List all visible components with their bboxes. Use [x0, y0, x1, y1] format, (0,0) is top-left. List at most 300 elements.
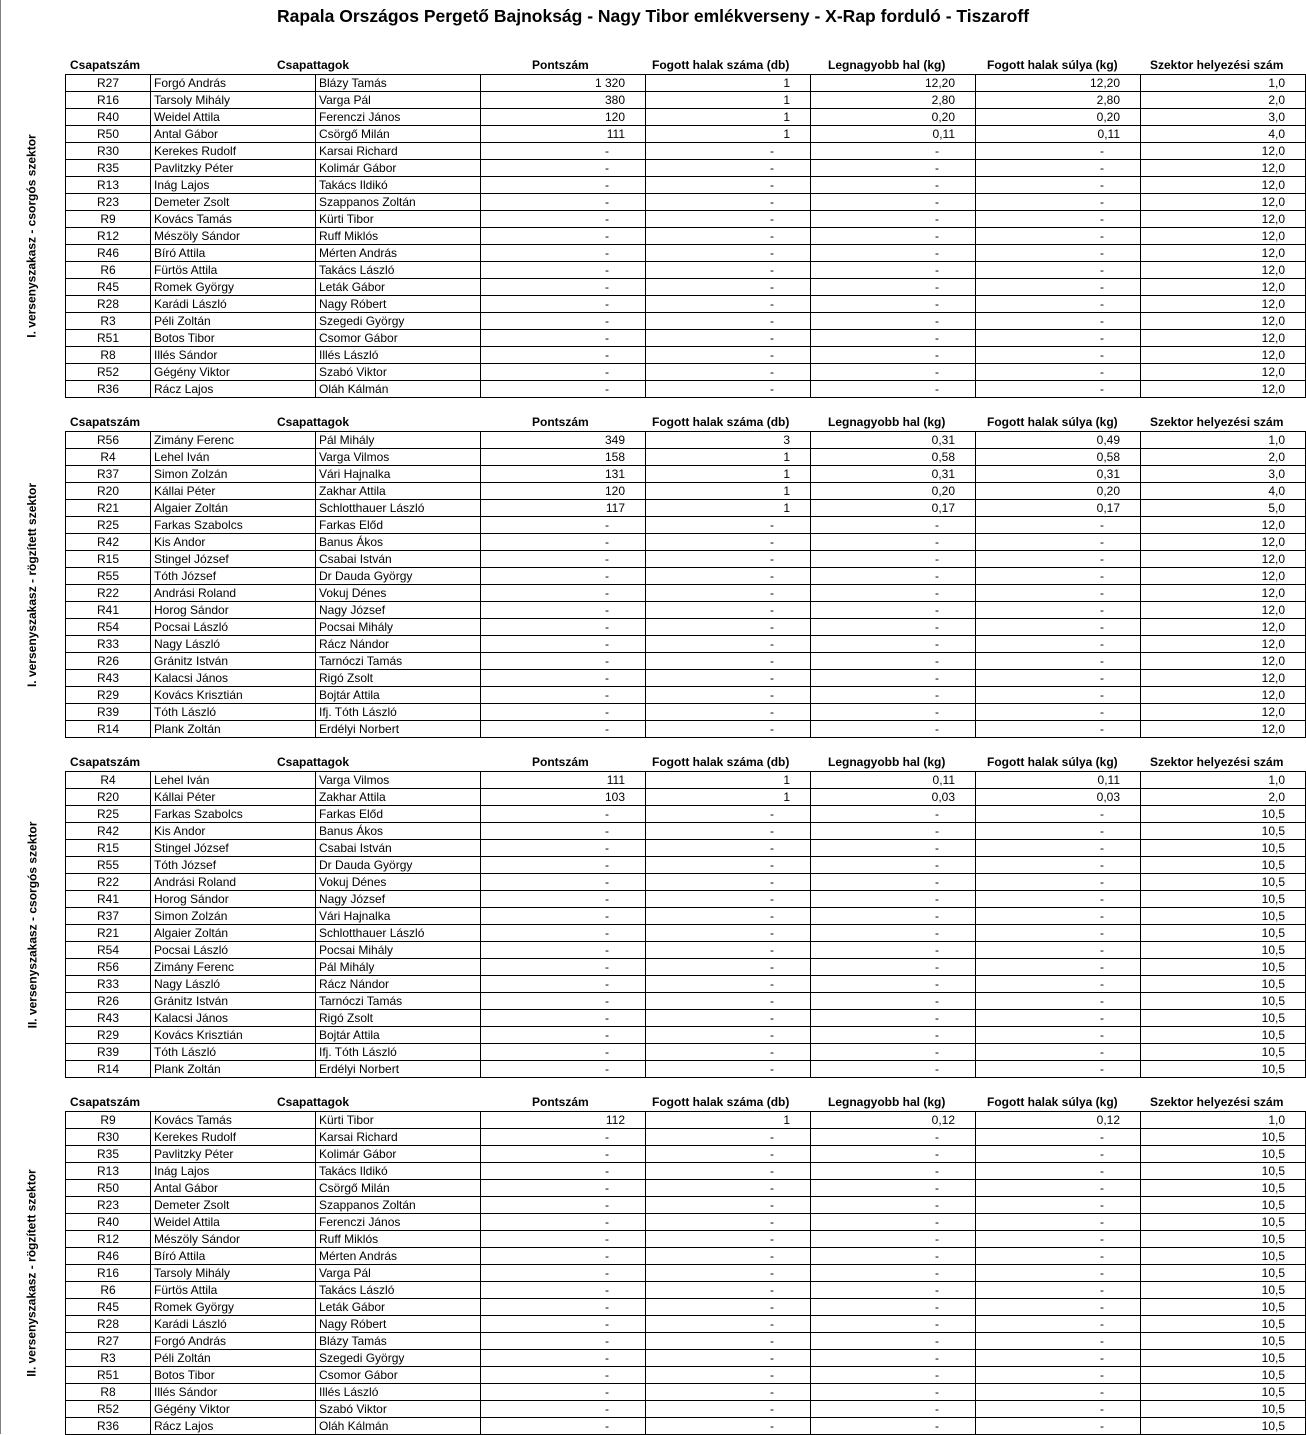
- placement-cell: 12,0: [1141, 364, 1306, 381]
- points-cell: 131: [481, 466, 646, 483]
- member-1-cell: Plank Zoltán: [151, 721, 316, 738]
- team-number-cell: R25: [66, 517, 151, 534]
- fish-count-cell: -: [646, 313, 811, 330]
- member-2-cell: Bojtár Attila: [316, 1027, 481, 1044]
- biggest-fish-cell: -: [811, 1316, 976, 1333]
- column-header-members: Csapattagok: [277, 755, 350, 769]
- biggest-fish-cell: -: [811, 143, 976, 160]
- sector-label: [24, 1111, 40, 1435]
- fish-count-cell: -: [646, 1401, 811, 1418]
- team-number-cell: R39: [66, 704, 151, 721]
- total-weight-cell: -: [976, 262, 1141, 279]
- team-number-cell: R22: [66, 874, 151, 891]
- member-1-cell: Péli Zoltán: [151, 313, 316, 330]
- member-2-cell: Szabó Viktor: [316, 364, 481, 381]
- fish-count-cell: -: [646, 1367, 811, 1384]
- table-row: [66, 228, 1306, 245]
- fish-count-cell: -: [646, 568, 811, 585]
- member-1-cell: Kállai Péter: [151, 483, 316, 500]
- points-cell: -: [481, 381, 646, 398]
- placement-cell: 10,5: [1141, 1027, 1306, 1044]
- placement-cell: 10,5: [1141, 1333, 1306, 1350]
- member-2-cell: Vári Hajnalka: [316, 466, 481, 483]
- biggest-fish-cell: 0,31: [811, 432, 976, 449]
- table-row: [66, 483, 1306, 500]
- member-1-cell: Rácz Lajos: [151, 1418, 316, 1435]
- team-number-cell: R37: [66, 466, 151, 483]
- points-cell: -: [481, 993, 646, 1010]
- column-header-weight: Fogott halak súlya (kg): [987, 58, 1118, 72]
- team-number-cell: R12: [66, 1231, 151, 1248]
- points-cell: -: [481, 891, 646, 908]
- member-1-cell: Mészöly Sándor: [151, 1231, 316, 1248]
- member-2-cell: Takács László: [316, 1282, 481, 1299]
- points-cell: -: [481, 143, 646, 160]
- table-row: [66, 670, 1306, 687]
- member-2-cell: Vokuj Dénes: [316, 585, 481, 602]
- table-row: [66, 1401, 1306, 1418]
- placement-cell: 12,0: [1141, 602, 1306, 619]
- total-weight-cell: -: [976, 670, 1141, 687]
- fish-count-cell: -: [646, 942, 811, 959]
- column-header-points: Pontszám: [532, 755, 589, 769]
- points-cell: -: [481, 551, 646, 568]
- team-number-cell: R43: [66, 670, 151, 687]
- column-header-weight: Fogott halak súlya (kg): [987, 1095, 1118, 1109]
- table-row: [66, 925, 1306, 942]
- placement-cell: 12,0: [1141, 279, 1306, 296]
- results-table: [65, 1111, 1306, 1435]
- biggest-fish-cell: -: [811, 653, 976, 670]
- member-2-cell: Illés László: [316, 347, 481, 364]
- biggest-fish-cell: -: [811, 1061, 976, 1078]
- placement-cell: 12,0: [1141, 585, 1306, 602]
- team-number-cell: R56: [66, 959, 151, 976]
- team-number-cell: R42: [66, 534, 151, 551]
- table-row: [66, 942, 1306, 959]
- member-2-cell: Rigó Zsolt: [316, 670, 481, 687]
- table-row: [66, 1299, 1306, 1316]
- total-weight-cell: -: [976, 1316, 1141, 1333]
- total-weight-cell: -: [976, 1044, 1141, 1061]
- total-weight-cell: -: [976, 925, 1141, 942]
- table-row: [66, 1180, 1306, 1197]
- biggest-fish-cell: -: [811, 721, 976, 738]
- placement-cell: 4,0: [1141, 126, 1306, 143]
- member-2-cell: Tarnóczi Tamás: [316, 653, 481, 670]
- team-number-cell: R54: [66, 942, 151, 959]
- biggest-fish-cell: 0,20: [811, 109, 976, 126]
- points-cell: -: [481, 1027, 646, 1044]
- team-number-cell: R52: [66, 1401, 151, 1418]
- fish-count-cell: -: [646, 1265, 811, 1282]
- fish-count-cell: -: [646, 296, 811, 313]
- page-title: Rapala Országos Pergető Bajnokság - Nagy Tibor emlékverseny - X-Rap forduló - Tiszaroff: [276, 6, 1030, 26]
- results-table: [65, 74, 1306, 398]
- total-weight-cell: -: [976, 228, 1141, 245]
- team-number-cell: R6: [66, 1282, 151, 1299]
- team-number-cell: R51: [66, 330, 151, 347]
- placement-cell: 10,5: [1141, 1418, 1306, 1435]
- biggest-fish-cell: 0,11: [811, 772, 976, 789]
- member-2-cell: Erdélyi Norbert: [316, 721, 481, 738]
- column-header-biggest: Legnagyobb hal (kg): [828, 1095, 946, 1109]
- biggest-fish-cell: -: [811, 1044, 976, 1061]
- fish-count-cell: -: [646, 160, 811, 177]
- placement-cell: 12,0: [1141, 194, 1306, 211]
- fish-count-cell: -: [646, 823, 811, 840]
- points-cell: 111: [481, 126, 646, 143]
- member-2-cell: Erdélyi Norbert: [316, 1061, 481, 1078]
- member-1-cell: Illés Sándor: [151, 347, 316, 364]
- total-weight-cell: -: [976, 823, 1141, 840]
- fish-count-cell: -: [646, 1044, 811, 1061]
- fish-count-cell: -: [646, 1214, 811, 1231]
- placement-cell: 3,0: [1141, 109, 1306, 126]
- column-header-points: Pontszám: [532, 58, 589, 72]
- table-row: [66, 1129, 1306, 1146]
- total-weight-cell: -: [976, 330, 1141, 347]
- biggest-fish-cell: -: [811, 687, 976, 704]
- fish-count-cell: -: [646, 1197, 811, 1214]
- points-cell: -: [481, 330, 646, 347]
- member-2-cell: Pál Mihály: [316, 959, 481, 976]
- points-cell: -: [481, 636, 646, 653]
- member-1-cell: Lehel Iván: [151, 772, 316, 789]
- points-cell: -: [481, 296, 646, 313]
- biggest-fish-cell: -: [811, 211, 976, 228]
- results-table: [65, 431, 1306, 738]
- team-number-cell: R41: [66, 891, 151, 908]
- total-weight-cell: 0,58: [976, 449, 1141, 466]
- total-weight-cell: -: [976, 619, 1141, 636]
- table-row: [66, 721, 1306, 738]
- biggest-fish-cell: 0,17: [811, 500, 976, 517]
- fish-count-cell: -: [646, 1248, 811, 1265]
- member-1-cell: Gégény Viktor: [151, 364, 316, 381]
- table-row: [66, 806, 1306, 823]
- points-cell: 158: [481, 449, 646, 466]
- table-row: [66, 653, 1306, 670]
- column-header-points: Pontszám: [532, 1095, 589, 1109]
- member-2-cell: Ifj. Tóth László: [316, 1044, 481, 1061]
- points-cell: -: [481, 653, 646, 670]
- team-number-cell: R33: [66, 976, 151, 993]
- sector-block: [0, 57, 1306, 398]
- placement-cell: 10,5: [1141, 1316, 1306, 1333]
- points-cell: -: [481, 806, 646, 823]
- placement-cell: 12,0: [1141, 636, 1306, 653]
- placement-cell: 10,5: [1141, 908, 1306, 925]
- biggest-fish-cell: 12,20: [811, 75, 976, 92]
- table-row: [66, 1418, 1306, 1435]
- total-weight-cell: -: [976, 993, 1141, 1010]
- total-weight-cell: 0,11: [976, 126, 1141, 143]
- column-header-team-no: Csapatszám: [70, 415, 141, 429]
- total-weight-cell: -: [976, 976, 1141, 993]
- fish-count-cell: -: [646, 976, 811, 993]
- points-cell: -: [481, 619, 646, 636]
- points-cell: -: [481, 211, 646, 228]
- placement-cell: 2,0: [1141, 449, 1306, 466]
- total-weight-cell: 0,17: [976, 500, 1141, 517]
- total-weight-cell: 0,03: [976, 789, 1141, 806]
- fish-count-cell: -: [646, 194, 811, 211]
- placement-cell: 10,5: [1141, 857, 1306, 874]
- placement-cell: 12,0: [1141, 704, 1306, 721]
- biggest-fish-cell: -: [811, 891, 976, 908]
- table-row: [66, 1367, 1306, 1384]
- placement-cell: 12,0: [1141, 721, 1306, 738]
- placement-cell: 12,0: [1141, 381, 1306, 398]
- placement-cell: 10,5: [1141, 891, 1306, 908]
- points-cell: -: [481, 704, 646, 721]
- team-number-cell: R30: [66, 143, 151, 160]
- member-1-cell: Gégény Viktor: [151, 1401, 316, 1418]
- fish-count-cell: 1: [646, 126, 811, 143]
- total-weight-cell: -: [976, 1401, 1141, 1418]
- table-row: [66, 636, 1306, 653]
- total-weight-cell: -: [976, 908, 1141, 925]
- total-weight-cell: -: [976, 517, 1141, 534]
- biggest-fish-cell: -: [811, 619, 976, 636]
- points-cell: -: [481, 534, 646, 551]
- biggest-fish-cell: -: [811, 1010, 976, 1027]
- placement-cell: 12,0: [1141, 296, 1306, 313]
- member-1-cell: Zimány Ferenc: [151, 959, 316, 976]
- team-number-cell: R12: [66, 228, 151, 245]
- member-1-cell: Tarsoly Mihály: [151, 1265, 316, 1282]
- member-1-cell: Botos Tibor: [151, 330, 316, 347]
- member-2-cell: Farkas Előd: [316, 517, 481, 534]
- total-weight-cell: -: [976, 160, 1141, 177]
- column-header-team-no: Csapatszám: [70, 58, 141, 72]
- total-weight-cell: -: [976, 721, 1141, 738]
- member-1-cell: Kerekes Rudolf: [151, 143, 316, 160]
- table-row: [66, 381, 1306, 398]
- team-number-cell: R42: [66, 823, 151, 840]
- placement-cell: 12,0: [1141, 517, 1306, 534]
- total-weight-cell: 0,20: [976, 483, 1141, 500]
- biggest-fish-cell: -: [811, 925, 976, 942]
- member-2-cell: Csabai István: [316, 840, 481, 857]
- fish-count-cell: -: [646, 364, 811, 381]
- placement-cell: 12,0: [1141, 670, 1306, 687]
- table-row: [66, 1333, 1306, 1350]
- team-number-cell: R29: [66, 1027, 151, 1044]
- points-cell: -: [481, 1282, 646, 1299]
- column-header-members: Csapattagok: [277, 1095, 350, 1109]
- points-cell: -: [481, 364, 646, 381]
- placement-cell: 10,5: [1141, 874, 1306, 891]
- table-row: [66, 908, 1306, 925]
- member-2-cell: Pál Mihály: [316, 432, 481, 449]
- fish-count-cell: -: [646, 1418, 811, 1435]
- total-weight-cell: 0,12: [976, 1112, 1141, 1129]
- total-weight-cell: -: [976, 840, 1141, 857]
- placement-cell: 10,5: [1141, 1282, 1306, 1299]
- member-1-cell: Tóth József: [151, 568, 316, 585]
- total-weight-cell: -: [976, 279, 1141, 296]
- table-row: [66, 126, 1306, 143]
- total-weight-cell: -: [976, 653, 1141, 670]
- points-cell: -: [481, 194, 646, 211]
- points-cell: -: [481, 1316, 646, 1333]
- points-cell: -: [481, 1129, 646, 1146]
- points-cell: -: [481, 976, 646, 993]
- member-2-cell: Vokuj Dénes: [316, 874, 481, 891]
- biggest-fish-cell: 0,11: [811, 126, 976, 143]
- biggest-fish-cell: -: [811, 364, 976, 381]
- placement-cell: 10,5: [1141, 1401, 1306, 1418]
- member-1-cell: Kovács Krisztián: [151, 687, 316, 704]
- member-2-cell: Kolimár Gábor: [316, 160, 481, 177]
- placement-cell: 1,0: [1141, 1112, 1306, 1129]
- fish-count-cell: -: [646, 534, 811, 551]
- points-cell: -: [481, 1401, 646, 1418]
- points-cell: -: [481, 568, 646, 585]
- table-row: [66, 1265, 1306, 1282]
- placement-cell: 10,5: [1141, 1146, 1306, 1163]
- placement-cell: 12,0: [1141, 143, 1306, 160]
- team-number-cell: R39: [66, 1044, 151, 1061]
- team-number-cell: R21: [66, 500, 151, 517]
- biggest-fish-cell: -: [811, 806, 976, 823]
- member-1-cell: Fürtös Attila: [151, 262, 316, 279]
- team-number-cell: R55: [66, 857, 151, 874]
- total-weight-cell: -: [976, 194, 1141, 211]
- member-1-cell: Péli Zoltán: [151, 1350, 316, 1367]
- points-cell: -: [481, 1044, 646, 1061]
- fish-count-cell: -: [646, 925, 811, 942]
- fish-count-cell: -: [646, 704, 811, 721]
- table-row: [66, 687, 1306, 704]
- points-cell: 120: [481, 109, 646, 126]
- points-cell: -: [481, 857, 646, 874]
- table-row: [66, 1044, 1306, 1061]
- table-row: [66, 347, 1306, 364]
- biggest-fish-cell: -: [811, 296, 976, 313]
- member-1-cell: Karádi László: [151, 1316, 316, 1333]
- points-cell: -: [481, 1197, 646, 1214]
- column-header-placement: Szektor helyezési szám: [1150, 1095, 1284, 1109]
- total-weight-cell: -: [976, 1214, 1141, 1231]
- member-2-cell: Szabó Viktor: [316, 1401, 481, 1418]
- member-1-cell: Forgó András: [151, 1333, 316, 1350]
- team-number-cell: R40: [66, 1214, 151, 1231]
- member-2-cell: Zakhar Attila: [316, 483, 481, 500]
- placement-cell: 12,0: [1141, 534, 1306, 551]
- member-1-cell: Botos Tibor: [151, 1367, 316, 1384]
- member-2-cell: Pocsai Mihály: [316, 619, 481, 636]
- placement-cell: 12,0: [1141, 245, 1306, 262]
- biggest-fish-cell: -: [811, 1418, 976, 1435]
- total-weight-cell: -: [976, 585, 1141, 602]
- member-2-cell: Rigó Zsolt: [316, 1010, 481, 1027]
- fish-count-cell: 1: [646, 500, 811, 517]
- fish-count-cell: 1: [646, 449, 811, 466]
- team-number-cell: R16: [66, 92, 151, 109]
- table-row: [66, 823, 1306, 840]
- biggest-fish-cell: 0,03: [811, 789, 976, 806]
- placement-cell: 1,0: [1141, 772, 1306, 789]
- fish-count-cell: 1: [646, 466, 811, 483]
- biggest-fish-cell: 0,31: [811, 466, 976, 483]
- placement-cell: 12,0: [1141, 653, 1306, 670]
- table-row: [66, 211, 1306, 228]
- total-weight-cell: -: [976, 364, 1141, 381]
- total-weight-cell: -: [976, 1282, 1141, 1299]
- total-weight-cell: -: [976, 1027, 1141, 1044]
- table-row: [66, 1163, 1306, 1180]
- sector-label-text: II. versenyszakasz - csorgós szektor: [25, 821, 39, 1028]
- member-1-cell: Rácz Lajos: [151, 381, 316, 398]
- member-1-cell: Kis Andor: [151, 534, 316, 551]
- team-number-cell: R40: [66, 109, 151, 126]
- fish-count-cell: -: [646, 874, 811, 891]
- fish-count-cell: -: [646, 262, 811, 279]
- member-2-cell: Schlotthauer László: [316, 500, 481, 517]
- member-2-cell: Dr Dauda György: [316, 857, 481, 874]
- fish-count-cell: -: [646, 1231, 811, 1248]
- table-row: [66, 330, 1306, 347]
- points-cell: -: [481, 1214, 646, 1231]
- team-number-cell: R26: [66, 993, 151, 1010]
- team-number-cell: R29: [66, 687, 151, 704]
- member-1-cell: Zimány Ferenc: [151, 432, 316, 449]
- biggest-fish-cell: -: [811, 1401, 976, 1418]
- column-header-fish-count: Fogott halak száma (db): [652, 1095, 790, 1109]
- fish-count-cell: -: [646, 1384, 811, 1401]
- placement-cell: 3,0: [1141, 466, 1306, 483]
- points-cell: -: [481, 245, 646, 262]
- biggest-fish-cell: 0,12: [811, 1112, 976, 1129]
- team-number-cell: R8: [66, 347, 151, 364]
- member-1-cell: Weidel Attila: [151, 1214, 316, 1231]
- total-weight-cell: -: [976, 1350, 1141, 1367]
- total-weight-cell: -: [976, 942, 1141, 959]
- fish-count-cell: -: [646, 347, 811, 364]
- column-header-placement: Szektor helyezési szám: [1150, 415, 1284, 429]
- placement-cell: 10,5: [1141, 1367, 1306, 1384]
- column-header-points: Pontszám: [532, 415, 589, 429]
- biggest-fish-cell: -: [811, 993, 976, 1010]
- fish-count-cell: -: [646, 330, 811, 347]
- table-row: [66, 1248, 1306, 1265]
- table-row: [66, 772, 1306, 789]
- member-1-cell: Farkas Szabolcs: [151, 806, 316, 823]
- placement-cell: 12,0: [1141, 568, 1306, 585]
- biggest-fish-cell: -: [811, 313, 976, 330]
- points-cell: -: [481, 517, 646, 534]
- total-weight-cell: -: [976, 245, 1141, 262]
- member-2-cell: Szappanos Zoltán: [316, 194, 481, 211]
- member-2-cell: Karsai Richard: [316, 143, 481, 160]
- placement-cell: 10,5: [1141, 1180, 1306, 1197]
- team-number-cell: R45: [66, 279, 151, 296]
- member-2-cell: Mérten András: [316, 1248, 481, 1265]
- table-row: [66, 1146, 1306, 1163]
- member-2-cell: Rácz Nándor: [316, 976, 481, 993]
- member-1-cell: Kovács Tamás: [151, 211, 316, 228]
- member-2-cell: Varga Vilmos: [316, 772, 481, 789]
- table-row: [66, 1231, 1306, 1248]
- biggest-fish-cell: -: [811, 1265, 976, 1282]
- sector-label: [24, 431, 40, 738]
- fish-count-cell: -: [646, 602, 811, 619]
- fish-count-cell: -: [646, 721, 811, 738]
- table-row: [66, 1384, 1306, 1401]
